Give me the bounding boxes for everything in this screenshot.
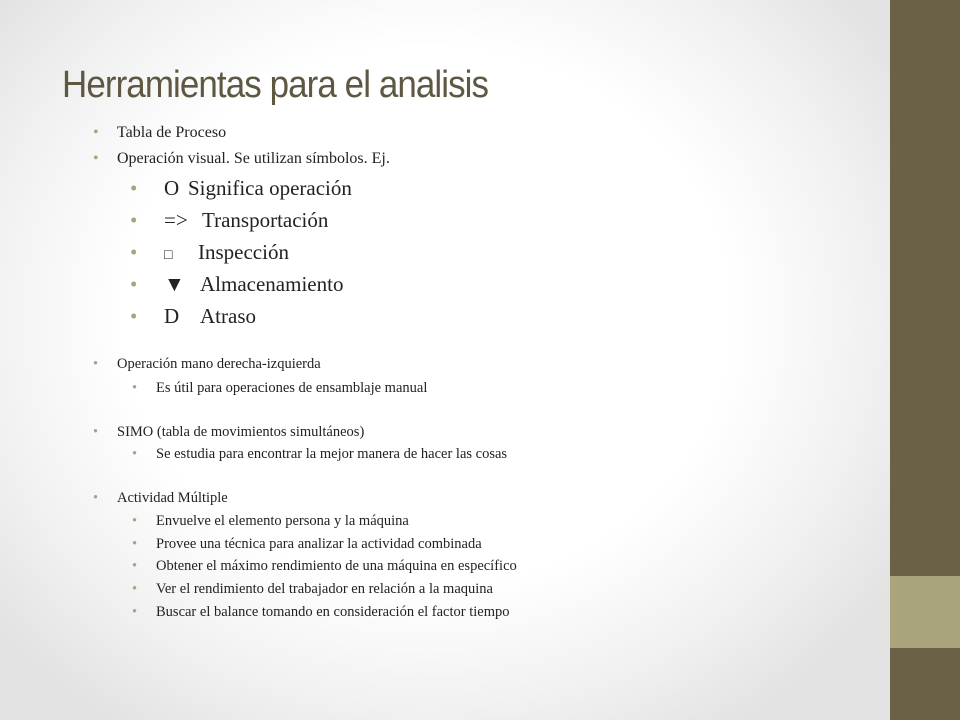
list-item-text: Tabla de Proceso [117, 124, 227, 141]
symbol-label: Significa operación [188, 176, 352, 200]
bullet-icon: • [130, 272, 138, 296]
bullet-icon: • [132, 581, 138, 597]
delay-symbol: D [164, 304, 180, 328]
sub-item [132, 380, 427, 397]
sub-item [132, 558, 517, 575]
section-heading-text: SIMO (tabla de movimientos simultáneos) [117, 424, 365, 440]
section-heading [93, 356, 321, 373]
section-heading-text: Actividad Múltiple [117, 490, 228, 506]
bullet-icon: • [132, 536, 138, 552]
list-item [93, 150, 390, 168]
list-item [93, 124, 226, 142]
sub-item-text: Provee una técnica para analizar la actividad combinada [156, 536, 482, 552]
list-item-text: Operación visual. Se utilizan símbolos. Ej. [117, 150, 390, 167]
symbol-item [130, 240, 289, 265]
sub-item [132, 446, 507, 463]
bullet-icon: • [132, 446, 138, 462]
storage-symbol: ▼ [164, 272, 185, 296]
slide-title: Herramientas para el analisis [62, 64, 489, 106]
bullet-icon: • [93, 150, 99, 167]
sub-item-text: Se estudia para encontrar la mejor manera de hacer las cosas [156, 446, 508, 462]
side-band-dark-bottom [890, 648, 960, 720]
bullet-icon: • [93, 124, 99, 141]
bullet-icon: • [132, 513, 138, 529]
sub-item-text: Buscar el balance tomando en consideración el factor tiempo [156, 604, 510, 620]
sub-item-text: Envuelve el elemento persona y la máquina [156, 513, 409, 529]
bullet-icon: • [132, 558, 138, 574]
bullet-icon: • [130, 240, 138, 264]
bullet-icon: • [130, 208, 138, 232]
symbol-item [130, 176, 352, 201]
sub-item [132, 604, 510, 621]
bullet-icon: • [132, 380, 138, 396]
bullet-icon: • [93, 356, 99, 372]
side-band-dark-top [890, 0, 960, 576]
symbol-item [130, 272, 343, 297]
sub-item-text: Ver el rendimiento del trabajador en relación a la maquina [156, 581, 493, 597]
bullet-icon: • [130, 304, 138, 328]
symbol-label: Transportación [202, 208, 329, 232]
symbol-label: Almacenamiento [200, 272, 344, 296]
symbol-item [130, 304, 256, 329]
bullet-icon: • [93, 490, 99, 506]
bullet-icon: • [130, 176, 138, 200]
inspection-symbol: □ [164, 248, 173, 263]
symbol-label: Atraso [200, 304, 256, 328]
section-heading-text: Operación mano derecha-izquierda [117, 356, 321, 372]
side-band-light [890, 576, 960, 648]
section-heading [93, 424, 364, 441]
transport-symbol: => [164, 208, 188, 232]
sub-item-text: Obtener el máximo rendimiento de una máquina en específico [156, 558, 517, 574]
sub-item [132, 581, 493, 598]
bullet-icon: • [93, 424, 99, 440]
sub-item-text: Es útil para operaciones de ensamblaje manual [156, 380, 428, 396]
section-heading [93, 490, 228, 507]
symbol-item [130, 208, 328, 233]
sub-item [132, 513, 409, 530]
symbol-label: Inspección [198, 240, 289, 264]
sub-item [132, 536, 482, 553]
operation-symbol: O [164, 176, 180, 200]
bullet-icon: • [132, 604, 138, 620]
